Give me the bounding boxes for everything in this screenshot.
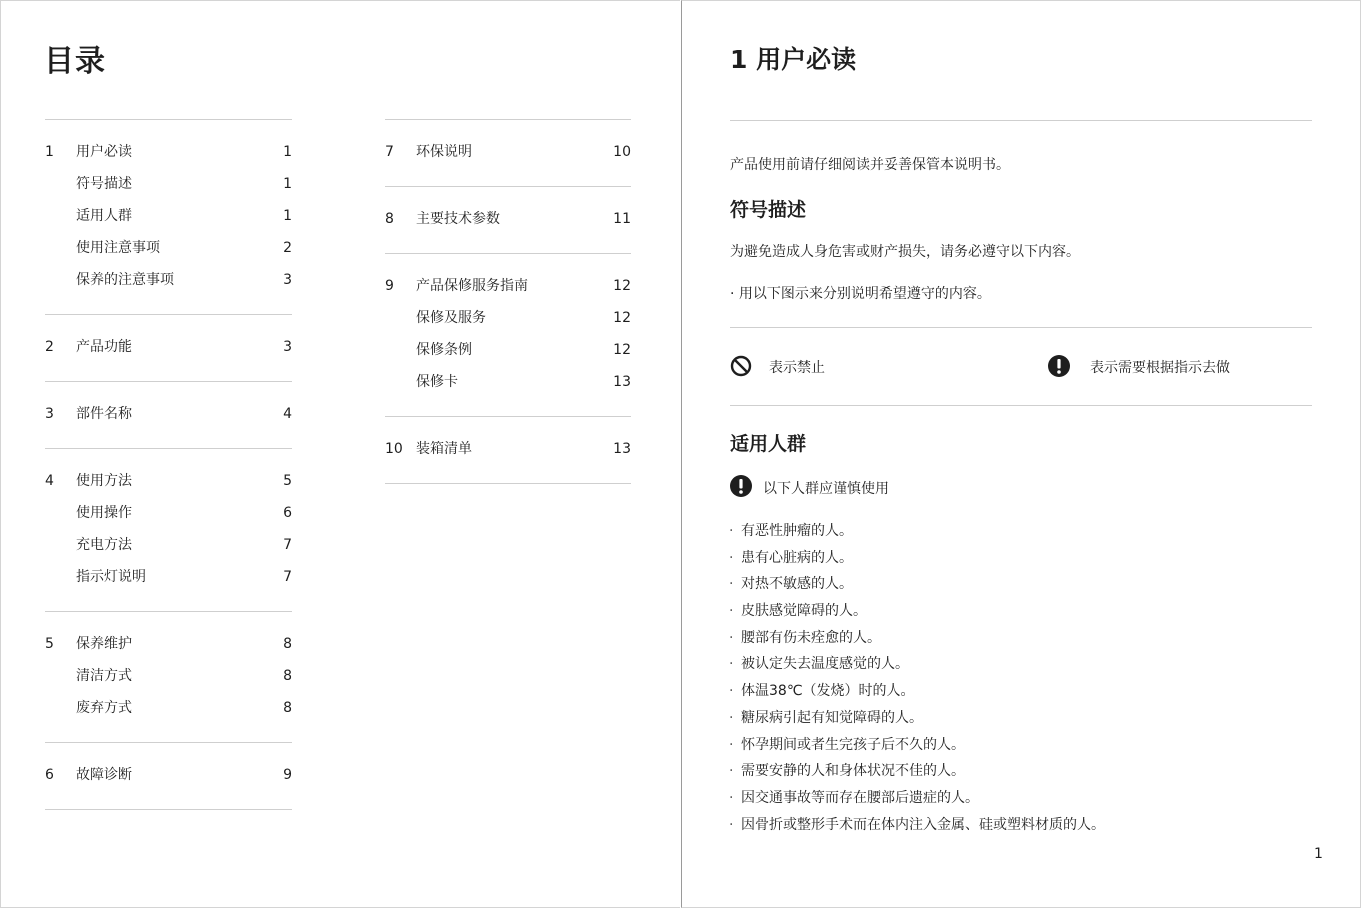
toc-entry-label: 保修及服务 (416, 310, 486, 326)
list-item (729, 598, 1105, 625)
toc-entry-page: 8 (283, 700, 292, 716)
toc-entry-page: 6 (283, 505, 292, 521)
toc-entry[interactable] (45, 660, 292, 692)
toc-entry-label: 使用操作 (76, 505, 132, 521)
toc-entry[interactable] (45, 628, 292, 660)
toc-entry-label: 产品功能 (76, 339, 132, 355)
symbols-heading: 符号描述 (730, 199, 807, 221)
bullet-mark: · (729, 683, 734, 700)
toc-group (385, 416, 631, 484)
toc-entry-page: 8 (283, 636, 292, 652)
list-item-text: 被认定失去温度感觉的人。 (741, 656, 909, 673)
divider (730, 405, 1312, 406)
toc-entry[interactable] (385, 136, 631, 168)
toc-entry-page: 3 (283, 272, 292, 288)
list-item-text: 怀孕期间或者生完孩子后不久的人。 (741, 736, 965, 753)
bullet-mark: · (729, 549, 734, 566)
list-item (729, 812, 1105, 839)
toc-entry-label: 保修卡 (416, 374, 458, 390)
toc-entry-label: 环保说明 (416, 144, 472, 160)
toc-entry-label: 故障诊断 (76, 767, 132, 783)
audience-list (729, 518, 1105, 838)
toc-entry-page: 1 (283, 144, 292, 160)
toc-entry-label: 废弃方式 (76, 700, 132, 716)
toc-entry[interactable] (45, 497, 292, 529)
toc-entry[interactable] (385, 203, 631, 235)
toc-entry[interactable] (45, 561, 292, 593)
prohibition-icon (730, 355, 752, 377)
toc-entry-page: 10 (613, 144, 631, 160)
toc-entry-number: 7 (385, 144, 394, 160)
toc-entry-page: 2 (283, 240, 292, 256)
toc-entry[interactable] (385, 302, 631, 334)
toc-entry[interactable] (45, 264, 292, 296)
toc-entry-number: 5 (45, 636, 54, 652)
toc-entry-label: 保养维护 (76, 636, 132, 652)
exclamation-icon (1048, 355, 1070, 377)
toc-title: 目录 (44, 44, 106, 79)
toc-entry-page: 13 (613, 441, 631, 457)
toc-group (45, 381, 292, 448)
chapter-title: 1 用户必读 (730, 45, 857, 74)
toc-entry-page: 8 (283, 668, 292, 684)
bullet-mark: · (729, 816, 734, 833)
bullet-mark: · (729, 576, 734, 593)
toc-entry[interactable] (385, 433, 631, 465)
toc-entry-label: 充电方法 (76, 537, 132, 553)
list-item (729, 758, 1105, 785)
toc-entry[interactable] (45, 200, 292, 232)
bullet-mark: · (729, 789, 734, 806)
toc-group (385, 119, 631, 186)
toc-group (45, 742, 292, 810)
list-item-text: 因骨折或整形手术而在体内注入金属、硅或塑料材质的人。 (741, 816, 1105, 833)
bullet-mark: · (729, 763, 734, 780)
toc-entry[interactable] (45, 168, 292, 200)
toc-entry-label: 使用方法 (76, 473, 132, 489)
list-item (729, 785, 1105, 812)
page-number: 1 (1314, 846, 1323, 862)
toc-entry-page: 1 (283, 176, 292, 192)
toc-entry-page: 1 (283, 208, 292, 224)
toc-entry-label: 指示灯说明 (76, 569, 146, 585)
symbols-text: 为避免造成人身危害或财产损失，请务必遵守以下内容。 (730, 244, 1080, 260)
toc-group (45, 119, 292, 314)
toc-entry-number: 6 (45, 767, 54, 783)
intro-text: 产品使用前请仔细阅读并妥善保管本说明书。 (730, 157, 1010, 173)
toc-entry[interactable] (45, 232, 292, 264)
prohibit-label: 表示禁止 (769, 360, 825, 376)
toc-entry-page: 13 (613, 374, 631, 390)
toc-entry-number: 3 (45, 406, 54, 422)
toc-group (45, 314, 292, 381)
toc-entry[interactable] (45, 465, 292, 497)
toc-entry-page: 12 (613, 310, 631, 326)
toc-entry-number: 2 (45, 339, 54, 355)
toc-entry-label: 部件名称 (76, 406, 132, 422)
toc-entry-label: 符号描述 (76, 176, 132, 192)
list-item (729, 651, 1105, 678)
list-item-text: 有恶性肿瘤的人。 (741, 523, 853, 539)
audience-heading: 适用人群 (730, 433, 807, 455)
divider (730, 120, 1312, 121)
toc-entry-label: 保修条例 (416, 342, 472, 358)
toc-entry-label: 装箱清单 (416, 441, 472, 457)
toc-entry-number: 10 (385, 441, 403, 457)
bullet-mark: · (729, 629, 734, 646)
list-item (729, 625, 1105, 652)
caution-label: 以下人群应谨慎使用 (763, 481, 889, 497)
list-item (729, 571, 1105, 598)
list-item-text: 体温38℃（发烧）时的人。 (741, 683, 915, 700)
toc-entry-label: 适用人群 (76, 208, 132, 224)
toc-entry-page: 9 (283, 767, 292, 783)
toc-group (385, 253, 631, 416)
list-item-text: 糖尿病引起有知觉障碍的人。 (741, 709, 923, 726)
bullet-mark: · (729, 603, 734, 620)
list-item (729, 705, 1105, 732)
toc-entry-page: 11 (613, 211, 631, 227)
toc-entry[interactable] (385, 270, 631, 302)
toc-group (385, 186, 631, 253)
list-item (729, 518, 1105, 545)
toc-entry[interactable] (45, 136, 292, 168)
toc-entry-label: 清洁方式 (76, 668, 132, 684)
list-item (729, 678, 1105, 705)
toc-entry-number: 4 (45, 473, 54, 489)
toc-entry[interactable] (385, 366, 631, 398)
toc-group (45, 448, 292, 611)
bullet-mark: · (729, 736, 734, 753)
toc-entry-page: 7 (283, 537, 292, 553)
toc-entry[interactable] (45, 692, 292, 724)
toc-entry-number: 9 (385, 278, 394, 294)
list-item (729, 545, 1105, 572)
toc-entry-label: 保养的注意事项 (76, 272, 174, 288)
list-item-text: 腰部有伤未痊愈的人。 (741, 629, 881, 646)
toc-entry-page: 3 (283, 339, 292, 355)
list-item-text: 需要安静的人和身体状况不佳的人。 (741, 763, 965, 780)
list-item-text: 对热不敏感的人。 (741, 576, 853, 593)
toc-entry-page: 7 (283, 569, 292, 585)
divider (730, 327, 1312, 328)
toc-entry[interactable] (45, 331, 292, 363)
toc-entry[interactable] (45, 529, 292, 561)
toc-entry-page: 5 (283, 473, 292, 489)
list-item-text: 患有心脏病的人。 (741, 549, 853, 566)
toc-group (45, 611, 292, 742)
toc-entry-page: 12 (613, 278, 631, 294)
toc-entry-label: 使用注意事项 (76, 240, 160, 256)
toc-entry-label: 产品保修服务指南 (416, 278, 528, 294)
toc-entry-page: 12 (613, 342, 631, 358)
symbols-note: · 用以下图示来分别说明希望遵守的内容。 (730, 286, 991, 302)
toc-entry[interactable] (45, 759, 292, 791)
toc-entry-page: 4 (283, 406, 292, 422)
mandatory-label: 表示需要根据指示去做 (1090, 360, 1230, 376)
toc-entry-number: 1 (45, 144, 54, 160)
toc-entry[interactable] (45, 398, 292, 430)
toc-entry-label: 主要技术参数 (416, 211, 500, 227)
list-item-text: 皮肤感觉障碍的人。 (741, 603, 867, 620)
bullet-mark: · (729, 656, 734, 673)
toc-entry-number: 8 (385, 211, 394, 227)
toc-entry[interactable] (385, 334, 631, 366)
exclamation-icon (730, 475, 752, 497)
list-item (729, 732, 1105, 759)
toc-column-right (385, 119, 631, 484)
bullet-mark: · (729, 523, 734, 539)
bullet-mark: · (729, 709, 734, 726)
toc-column-left (45, 119, 292, 810)
toc-entry-label: 用户必读 (76, 144, 132, 160)
list-item-text: 因交通事故等而存在腰部后遗症的人。 (741, 789, 979, 806)
